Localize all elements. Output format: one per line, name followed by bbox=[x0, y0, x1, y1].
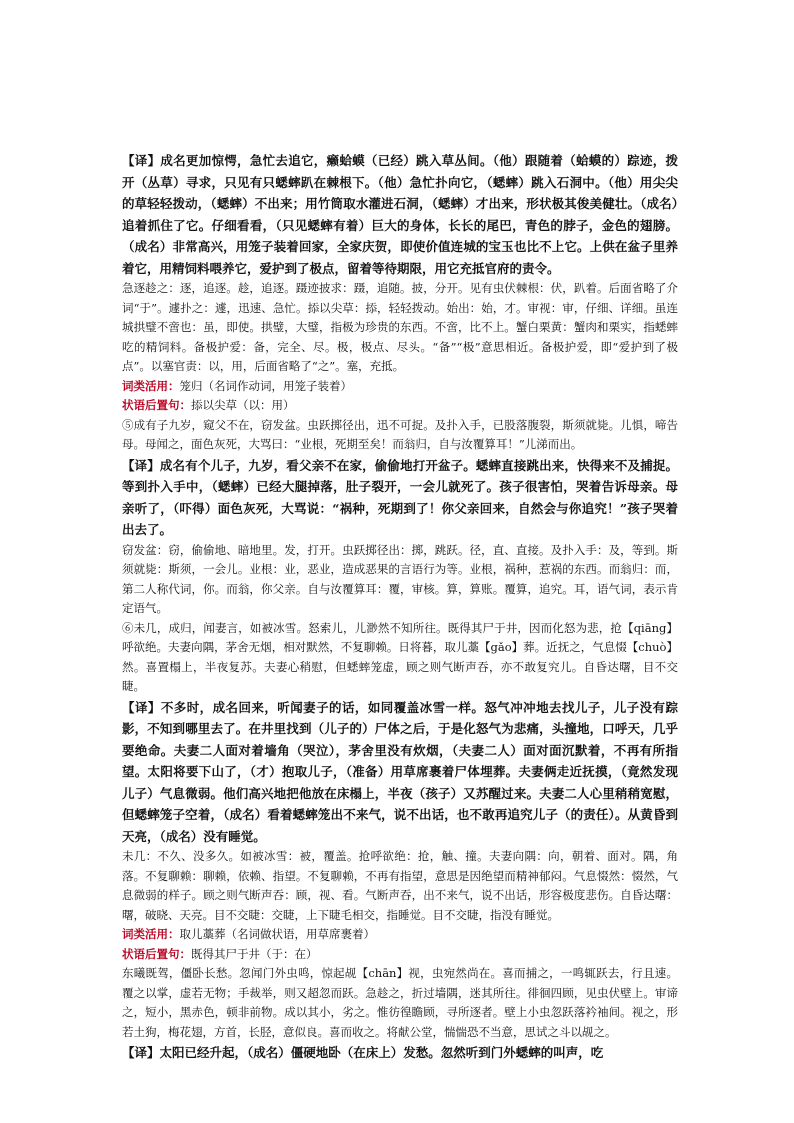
grammar-text: 取儿藁葬（名词做状语，用草席裹着） bbox=[179, 927, 375, 941]
grammar-text: 笼归（名词作动词，用笼子装着） bbox=[179, 378, 352, 393]
gloss-paragraph-3: 未几：不久、没多久。如被冰雪：被，覆盖。抢呼欲绝：抢，触、撞。夫妻向隅：向，朝着、面对。隅，角落。不复聊赖：聊赖，依赖、指望。不复聊赖，不再有指望，意思是因绝望而精神郁闷。气息惙然：惙然，气息微弱的样子。顾之则气断声吞：顾，视、看。气断声吞，出不来气，说不出话，形容极度悲伤。自昏达曙：曙，破晓、天亮。目不交睫：交睫，上下睫毛相交，指睡觉。目不交睫，指没有睡觉。 bbox=[122, 849, 678, 922]
grammar-note-2 bbox=[122, 396, 678, 416]
grammar-label: 词类活用： bbox=[122, 378, 180, 393]
original-paragraph-7: 东曦既驾，僵卧长愁。忽闻门外虫鸣，惊起觇【chān】视，虫宛然尚在。喜而捕之，一鸣辄跃去，行且速。覆之以掌，虚若无物；手裁举，则又超忽而跃。急趁之，折过墙隅，迷其所往。徘徊四顾，见虫伏壁上。审谛之，短小，黑赤色，顿非前物。成以其小，劣之。惟彷徨瞻顾，寻所逐者。壁上小虫忽跃落衿袖间。视之，形若土狗，梅花翅，方首，长胫，意似良。喜而收之。将献公堂，惴惴恐不当意，思试之斗以觇之。 bbox=[122, 966, 678, 1039]
gloss-paragraph-1: 急逐趁之：逐，追逐。趁，追逐。蹑迹披求：蹑，追随。披，分开。见有虫伏棘根：伏，趴着。后面省略了介词“于”。遽扑之：遽，迅速、急忙。掭以尖草：掭，轻轻拨动。始出：始，才。审视：审，仔细、详细。虽连城拱璧不啻也：虽，即使。拱璧，大璧，指极为珍贵的东西。不啻，比不上。蟹白栗黄：蟹肉和栗实，指蟋蟀吃的精饲料。备极护爱：备，完全、尽。极，极点、尽头。“备”“极”意思相近。备极护爱，即“爱护到了极点”。以塞官责：以，用，后面省略了“之”。塞，充抵。 bbox=[122, 281, 678, 373]
grammar-text: 既得其尸于井（于：在） bbox=[191, 946, 318, 961]
grammar-note-1 bbox=[122, 377, 678, 397]
grammar-text: 掭以尖草（以：用） bbox=[191, 398, 295, 412]
original-paragraph-6: ⑥未几，成归，闻妻言，如被冰雪。怒索儿，儿渺然不知所往。既得其尸于井，因而化怒为悲，抢【qiāng】呼欲绝。夫妻向隅，茅舍无烟，相对默然，不复聊赖。日将暮，取儿藁【gǎo】葬。近抚之，气息惙【chuò】然。喜置榻上，半夜复苏。夫妻心稍慰，但蟋蟀笼虚，顾之则气断声吞，亦不敢复究儿。自昏达曙，目不交睫。 bbox=[122, 620, 678, 693]
grammar-label: 状语后置句： bbox=[122, 946, 191, 961]
gloss-paragraph-2: 窃发盆：窃，偷偷地、暗地里。发，打开。虫跃掷径出：掷，跳跃。径，直、直接。及扑入手：及，等到。斯须就毙：斯须，一会儿。业根：业，恶业，造成恶果的言语行为等。业根，祸种，惹祸的东西。而翁归：而，第二人称代词，你。而翁，你父亲。自与汝覆算耳：覆，审核。算，算账。覆算，追究。耳，语气词，表示肯定语气。 bbox=[122, 542, 678, 615]
translation-paragraph-2: 【译】成名有个儿子，九岁，看父亲不在家，偷偷地打开盆子。蟋蟀直接跳出来，快得来不及捕捉。等到扑入手中，（蟋蟀）已经大腿掉落，肚子裂开，一会儿就死了。孩子很害怕，哭着告诉母亲。母亲听了，（吓得）面色灰死，大骂说：“祸种，死期到了！你父亲回来，自然会与你追究！”孩子哭着出去了。 bbox=[122, 457, 678, 537]
grammar-note-4 bbox=[122, 945, 678, 965]
original-paragraph-5: ⑤成有子九岁，窥父不在，窃发盆。虫跃掷径出，迅不可捉。及扑入手，已股落腹裂，斯须就毙。儿惧，啼告母。母闻之，面色灰死，大骂曰：“业根，死期至矣！而翁归，自与汝覆算耳！”儿涕而出。 bbox=[122, 417, 678, 451]
translation-paragraph-4: 【译】太阳已经升起，（成名）僵硬地卧（在床上）发愁。忽然听到门外蟋蟀的叫声，吃 bbox=[122, 1045, 604, 1060]
grammar-note-3 bbox=[122, 925, 678, 945]
text-body bbox=[122, 150, 678, 1064]
translation-paragraph-1: 【译】成名更加惊愕，急忙去追它，癞蛤蟆（已经）跳入草丛间。（他）跟随着（蛤蟆的）踪迹，拨开（丛草）寻求，只见有只蟋蟀趴在棘根下。（他）急忙扑向它，（蟋蟀）跳入石洞中。（他）用尖尖的草轻轻拨动，（蟋蟀）不出来；用竹筒取水灌进石洞，（蟋蟀）才出来，形状极其俊美健壮。（成名）追着抓住了它。仔细看看，（只见蟋蟀有着）巨大的身体，长长的尾巴，青色的脖子，金色的翅膀。（成名）非常高兴，用笼子装着回家，全家庆贺，即使价值连城的宝玉也比不上它。上供在盆子里养着它，用精饲料喂养它，爱护到了极点，留着等待期限，用它充抵官府的责令。 bbox=[122, 153, 678, 276]
grammar-label: 状语后置句： bbox=[122, 398, 191, 412]
translation-paragraph-3: 【译】不多时，成名回来，听闻妻子的话，如同覆盖冰雪一样。怒气冲冲地去找儿子，儿子没有踪影，不知到哪里去了。在井里找到（儿子的）尸体之后，于是化怒气为悲痛，头撞地，口呼天，几乎要绝命。夫妻二人面对着墙角（哭泣），茅舍里没有炊烟，（夫妻二人）面对面沉默着，不再有所指望。太阳将要下山了，（才）抱取儿子，（准备）用草席裹着尸体埋葬。夫妻俩走近抚摸，（竟然发现儿子）气息微弱。他们高兴地把他放在床榻上，半夜（孩子）又苏醒过来。夫妻二人心里稍稍宽慰，但蟋蟀笼子空着，（成名）看着蟋蟀笼出不来气，说不出话，也不敢再追究儿子（的责任）。从黄昏到天亮，（成名）没有睡觉。 bbox=[122, 699, 678, 844]
grammar-label: 词类活用： bbox=[122, 927, 180, 941]
